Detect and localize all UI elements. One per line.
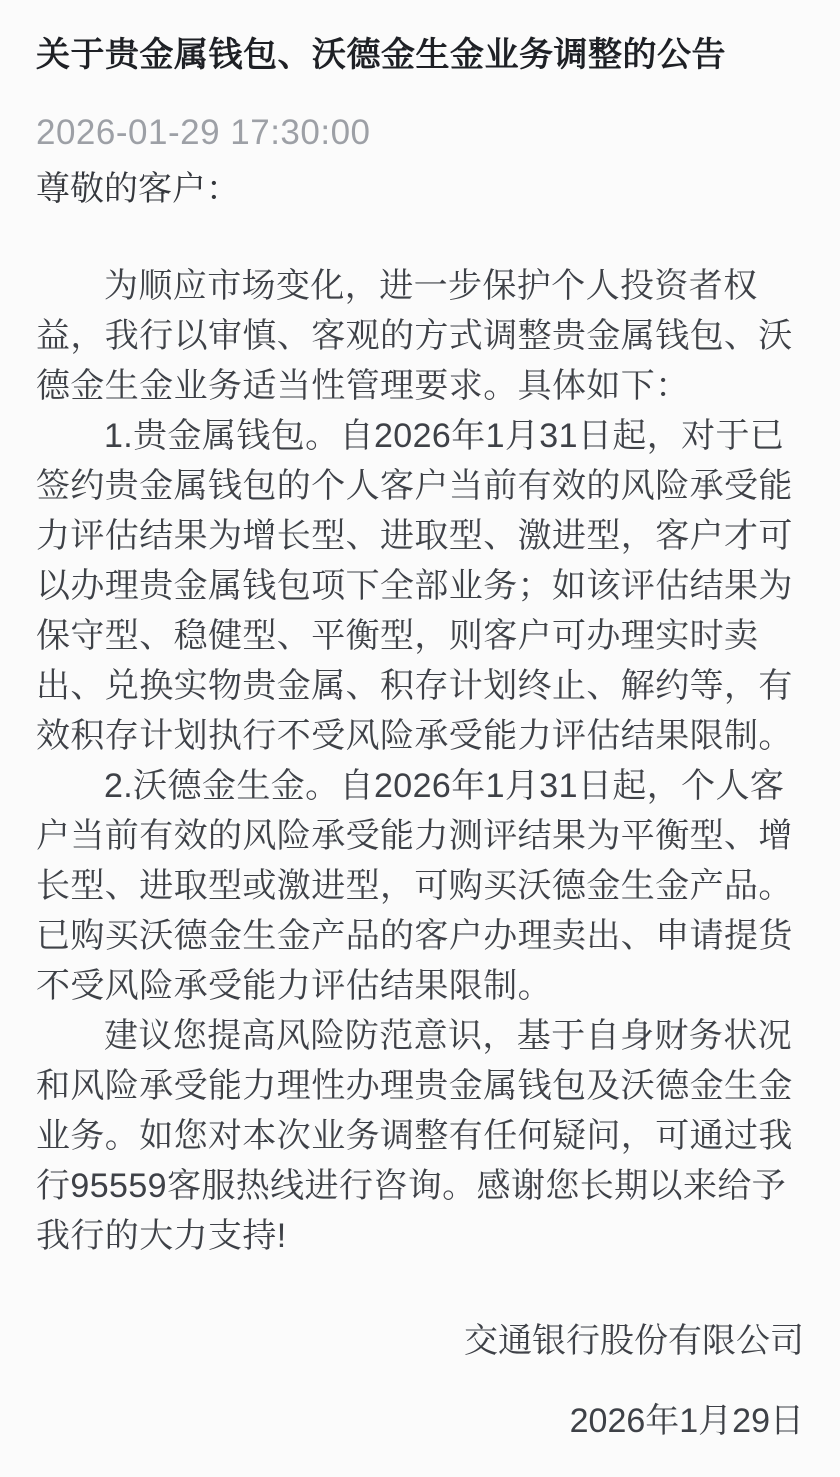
paragraph-advice: 建议您提高风险防范意识，基于自身财务状况和风险承受能力理性办理贵金属钱包及沃德金生金业务。如您对本次业务调整有任何疑问，可通过我行95559客服热线进行咨询。感谢您长期以来给予我行的大力支持!: [36, 1017, 793, 1255]
paragraph-intro: 为顺应市场变化，进一步保护个人投资者权益，我行以审慎、客观的方式调整贵金属钱包、沃德金生金业务适当性管理要求。具体如下：: [36, 267, 793, 405]
signer-company-name: 交通银行股份有限公司: [464, 1322, 804, 1360]
announcement-body: [36, 261, 804, 1261]
page-title: 关于贵金属钱包、沃德金生金业务调整的公告: [36, 36, 726, 74]
paragraph-precious-metal-wallet: 1.贵金属钱包。自2026年1月31日起，对于已签约贵金属钱包的个人客户当前有效的风险承受能力评估结果为增长型、进取型、激进型，客户才可以办理贵金属钱包项下全部业务；如该评估结果为保守型、稳健型、平衡型，则客户可办理实时卖出、兑换实物贵金属、积存计划终止、解约等，有效积存计划执行不受风险承受能力评估结果限制。: [36, 417, 793, 755]
publish-timestamp: 2026-01-29 17:30:00: [36, 113, 371, 152]
signature-date: 2026年1月29日: [569, 1402, 804, 1440]
salutation: 尊敬的客户：: [36, 170, 240, 208]
paragraph-wode-gold: 2.沃德金生金。自2026年1月31日起，个人客户当前有效的风险承受能力测评结果为平衡型、增长型、进取型或激进型，可购买沃德金生金产品。已购买沃德金生金产品的客户办理卖出、申请提货不受风险承受能力评估结果限制。: [36, 767, 793, 1005]
